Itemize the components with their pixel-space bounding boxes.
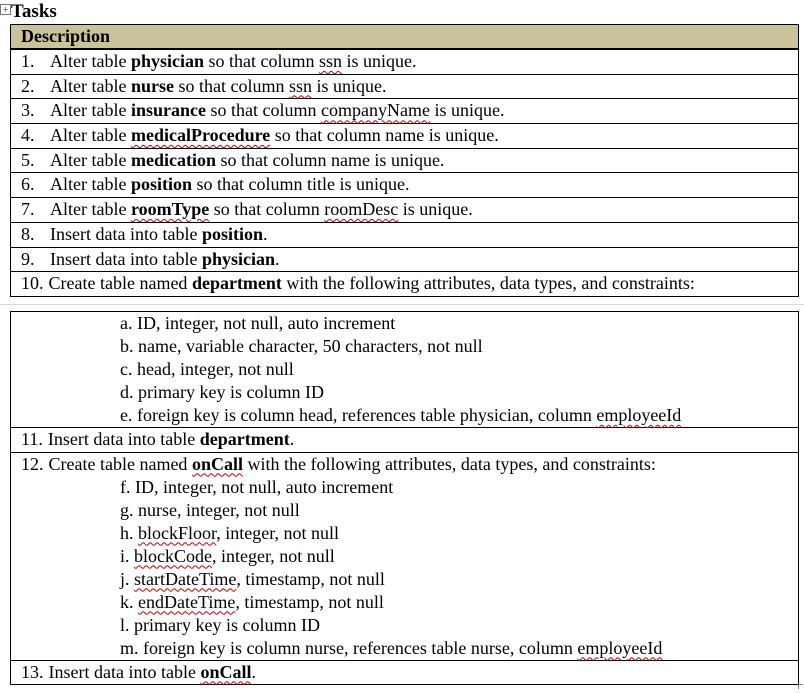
text-segment: so that column (173, 75, 289, 96)
task-number: 12. (21, 453, 44, 474)
text-segment: Insert data into table (50, 223, 202, 244)
spellcheck-text: companyName (320, 100, 430, 121)
text-segment: . (274, 248, 280, 269)
task-line (21, 661, 798, 684)
table-row (11, 272, 799, 297)
task-line (21, 248, 798, 271)
table-row (11, 452, 799, 660)
spellcheck-text: startDateTime (134, 568, 237, 589)
table-row (11, 74, 799, 99)
list-item (120, 637, 798, 660)
task-line (21, 223, 798, 246)
text-segment: i. (120, 545, 135, 566)
list-item (120, 499, 798, 522)
bold-text: physician (201, 248, 275, 269)
sub-list (21, 312, 798, 427)
table-row (11, 99, 799, 124)
list-item (120, 358, 798, 381)
spellcheck-text: ssn (319, 51, 343, 71)
text-segment: . (251, 661, 256, 682)
text-segment: so that column (205, 100, 321, 121)
text-segment: is unique. (398, 199, 473, 220)
task-cell[interactable] (11, 312, 799, 428)
text-segment: so that column (209, 199, 325, 220)
task-cell[interactable] (11, 74, 799, 99)
spellcheck-text: blockFloor (138, 522, 217, 543)
task-cell[interactable] (11, 272, 799, 297)
text-segment: is unique. (312, 75, 387, 96)
text-segment: Alter table (50, 100, 131, 121)
text-segment: Alter table (50, 75, 131, 96)
text-segment: so that column (204, 51, 319, 71)
text-segment: , timestamp, not null (235, 591, 384, 612)
text-segment: Alter table (50, 199, 131, 220)
task-number: 11. (21, 429, 43, 449)
list-item (120, 522, 798, 545)
bold-text: physician (130, 51, 204, 71)
tasks-table-bottom (10, 311, 799, 685)
text-segment: k. (120, 591, 138, 612)
text-segment: with the following attributes, data types, and constraints: (242, 453, 656, 474)
cell-corner-marker (798, 684, 803, 689)
table-row (11, 660, 799, 685)
task-cell[interactable] (11, 222, 799, 247)
task-line (21, 50, 798, 73)
bold-text: position (130, 174, 192, 195)
task-number: 5. (21, 149, 35, 170)
spellcheck-text: roomDesc (324, 199, 399, 220)
task-cell[interactable] (11, 247, 799, 272)
task-line (21, 453, 798, 476)
task-cell[interactable] (11, 173, 799, 198)
task-line (21, 173, 798, 196)
task-number: 4. (21, 125, 35, 146)
table-row (11, 173, 799, 198)
text-segment: Alter table (50, 149, 131, 170)
task-line (21, 149, 798, 172)
task-number: 2. (21, 75, 35, 96)
task-line (21, 272, 798, 295)
text-segment: e. foreign key is column head, references table physician, column (120, 405, 597, 425)
task-cell[interactable] (11, 124, 799, 149)
text-segment: , integer, not null (216, 522, 340, 543)
task-cell[interactable] (11, 99, 799, 124)
bold-text: department (199, 429, 290, 449)
text-segment: b. name, variable character, 50 characters, not null (120, 336, 483, 356)
bold-text: department (191, 273, 282, 294)
list-item (120, 476, 798, 499)
text-segment: Alter table (50, 174, 131, 195)
list-item (120, 614, 798, 637)
table-row (11, 247, 799, 272)
task-number: 3. (21, 100, 35, 121)
task-number: 6. (21, 174, 35, 195)
text-segment: . (262, 223, 268, 244)
task-number: 10. (21, 273, 44, 294)
text-segment: Insert data into table (48, 661, 201, 682)
spellcheck-text: blockCode (134, 545, 213, 566)
task-cell[interactable] (11, 148, 799, 173)
table-row (11, 428, 799, 453)
text-segment: Insert data into table (47, 429, 200, 449)
text-segment: , timestamp, not null (236, 568, 385, 589)
bold-text: insurance (130, 100, 206, 121)
task-line (21, 99, 798, 122)
table-row (11, 124, 799, 149)
text-segment: a. ID, integer, not null, auto increment (120, 313, 396, 333)
table-move-handle-icon[interactable]: + (0, 4, 11, 15)
bold-text: onCall (200, 661, 252, 682)
task-cell[interactable] (11, 428, 799, 453)
text-segment: . (289, 429, 295, 449)
text-segment: Alter table (50, 51, 131, 71)
task-line (21, 428, 798, 451)
task-cell[interactable] (11, 49, 799, 74)
text-segment: Alter table (50, 125, 131, 146)
task-number: 13. (21, 661, 44, 682)
text-segment: , integer, not null (212, 545, 335, 566)
list-item (120, 545, 798, 568)
spellcheck-text: employeeId (577, 637, 663, 658)
text-segment: is unique. (342, 51, 417, 71)
list-item (120, 568, 798, 591)
spellcheck-text: endDateTime (138, 591, 236, 612)
text-segment: Create table named (48, 273, 192, 294)
bold-text: nurse (130, 75, 174, 96)
bold-text: medication (130, 149, 216, 170)
bold-text: position (201, 223, 263, 244)
table-row (11, 198, 799, 223)
task-line (21, 198, 798, 221)
text-segment: so that column name is unique. (215, 149, 445, 170)
bold-text: roomType (130, 199, 210, 220)
spellcheck-text: ssn (288, 75, 312, 96)
spellcheck-text: employeeId (596, 405, 682, 425)
task-cell[interactable] (11, 198, 799, 223)
task-number: 7. (21, 199, 35, 220)
task-number: 1. (21, 51, 35, 71)
list-item (120, 381, 798, 404)
task-line (21, 75, 798, 98)
text-segment: Insert data into table (50, 248, 202, 269)
text-segment: Create table named (48, 453, 192, 474)
bold-text: onCall (191, 453, 243, 474)
table-row (11, 148, 799, 173)
table-row (11, 312, 799, 428)
text-segment: so that column title is unique. (192, 174, 410, 195)
task-cell[interactable] (11, 660, 799, 685)
text-segment: j. (120, 568, 135, 589)
list-item (120, 335, 798, 358)
text-segment: l. primary key is column ID (120, 614, 320, 635)
table-row (11, 222, 799, 247)
column-header-description: Description (11, 25, 799, 50)
bold-text: medicalProcedure (130, 125, 271, 146)
list-item (120, 404, 798, 427)
task-number: 8. (21, 223, 35, 244)
task-line (21, 124, 798, 147)
text-segment: d. primary key is column ID (120, 382, 324, 402)
list-item (120, 312, 798, 335)
task-number: 9. (21, 248, 35, 269)
task-cell[interactable] (11, 452, 799, 660)
text-segment: m. foreign key is column nurse, references table nurse, column (120, 637, 578, 658)
text-segment: f. ID, integer, not null, auto increment (120, 476, 394, 497)
page-break-divider (0, 304, 804, 305)
text-segment: so that column name is unique. (270, 125, 499, 146)
tasks-table-top (10, 24, 799, 297)
text-segment: is unique. (429, 100, 505, 121)
list-item (120, 591, 798, 614)
text-segment: g. nurse, integer, not null (120, 499, 300, 520)
text-segment: h. (120, 522, 138, 543)
text-segment: with the following attributes, data types, and constraints: (281, 273, 695, 294)
sub-list (21, 476, 798, 660)
table-row (11, 49, 799, 74)
text-segment: c. head, integer, not null (120, 359, 294, 379)
page-heading: Tasks (11, 1, 57, 22)
